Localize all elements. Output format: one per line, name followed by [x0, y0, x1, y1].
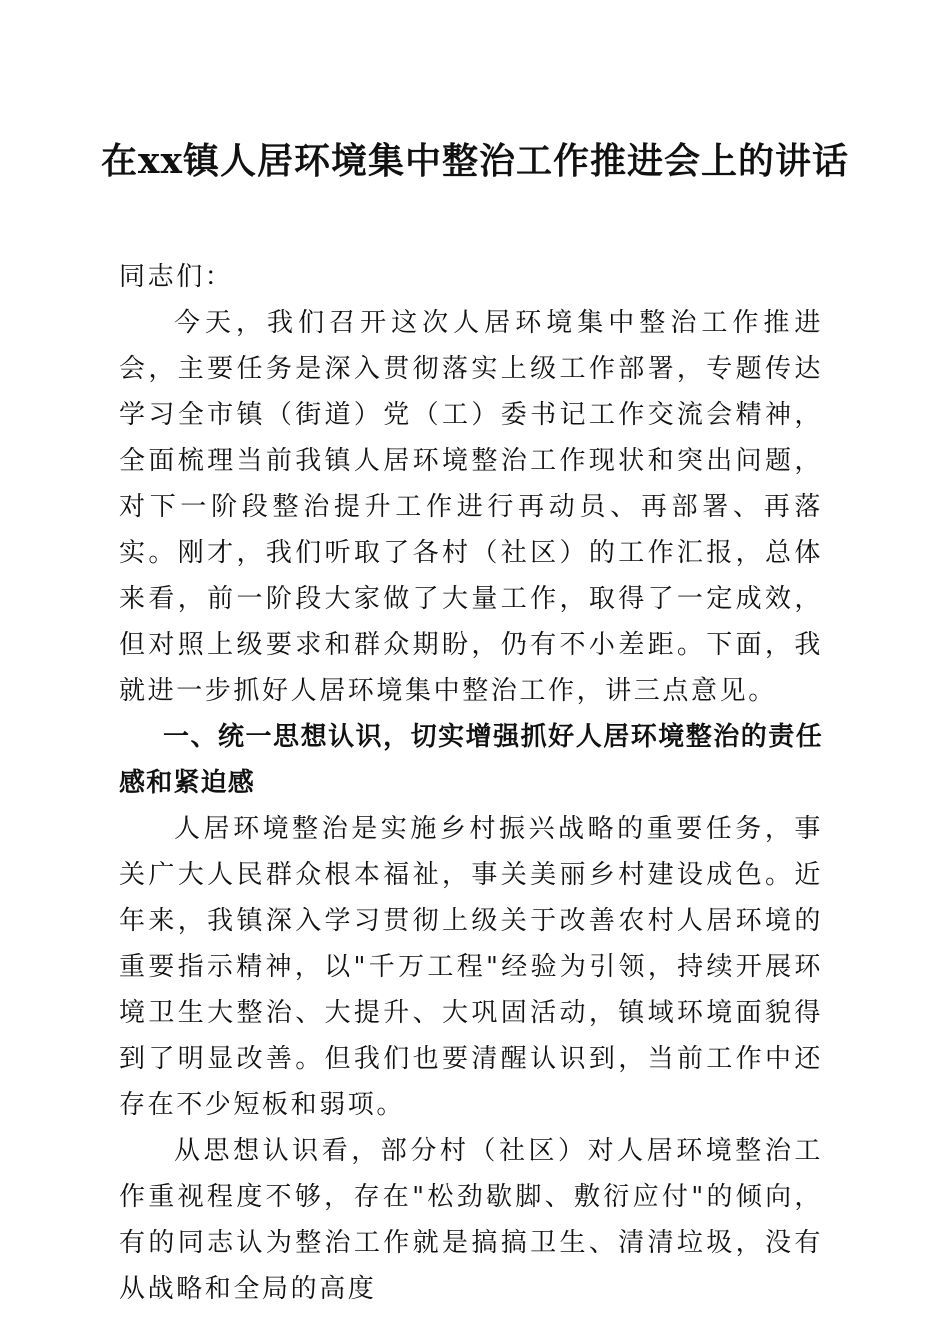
document-body — [119, 254, 823, 1312]
salutation: 同志们： — [119, 262, 234, 292]
paragraph-section-1-ideology: 从思想认识看，部分村（社区）对人居环境整治工作重视程度不够，存在"松劲歇脚、敷衍应付"的倾向，有的同志认为整治工作就是搞搞卫生、清清垃圾，没有从战略和全局的高度 — [119, 1136, 823, 1304]
document-title: 在xx镇人居环境集中整治工作推进会上的讲话 — [101, 140, 849, 182]
paragraph-section-1-intro: 人居环境整治是实施乡村振兴战略的重要任务，事关广大人民群众根本福祉，事关美丽乡村建设成色。近年来，我镇深入学习贯彻上级关于改善农村人居环境的重要指示精神，以"千万工程"经验为引领，持续开展环境卫生大整治、大提升、大巩固活动，镇域环境面貌得到了明显改善。但我们也要清醒认识到，当前工作中还存在不少短板和弱项。 — [119, 814, 823, 1120]
section-heading-1: 一、统一思想认识，切实增强抓好人居环境整治的责任感和紧迫感 — [119, 722, 823, 798]
paragraph-opening: 今天，我们召开这次人居环境集中整治工作推进会，主要任务是深入贯彻落实上级工作部署，专题传达学习全市镇（街道）党（工）委书记工作交流会精神，全面梳理当前我镇人居环境整治工作现状和突出问题，对下一阶段整治提升工作进行再动员、再部署、再落实。刚才，我们听取了各村（社区）的工作汇报，总体来看，前一阶段大家做了大量工作，取得了一定成效，但对照上级要求和群众期盼，仍有不小差距。下面，我就进一步抓好人居环境集中整治工作，讲三点意见。 — [119, 308, 823, 706]
